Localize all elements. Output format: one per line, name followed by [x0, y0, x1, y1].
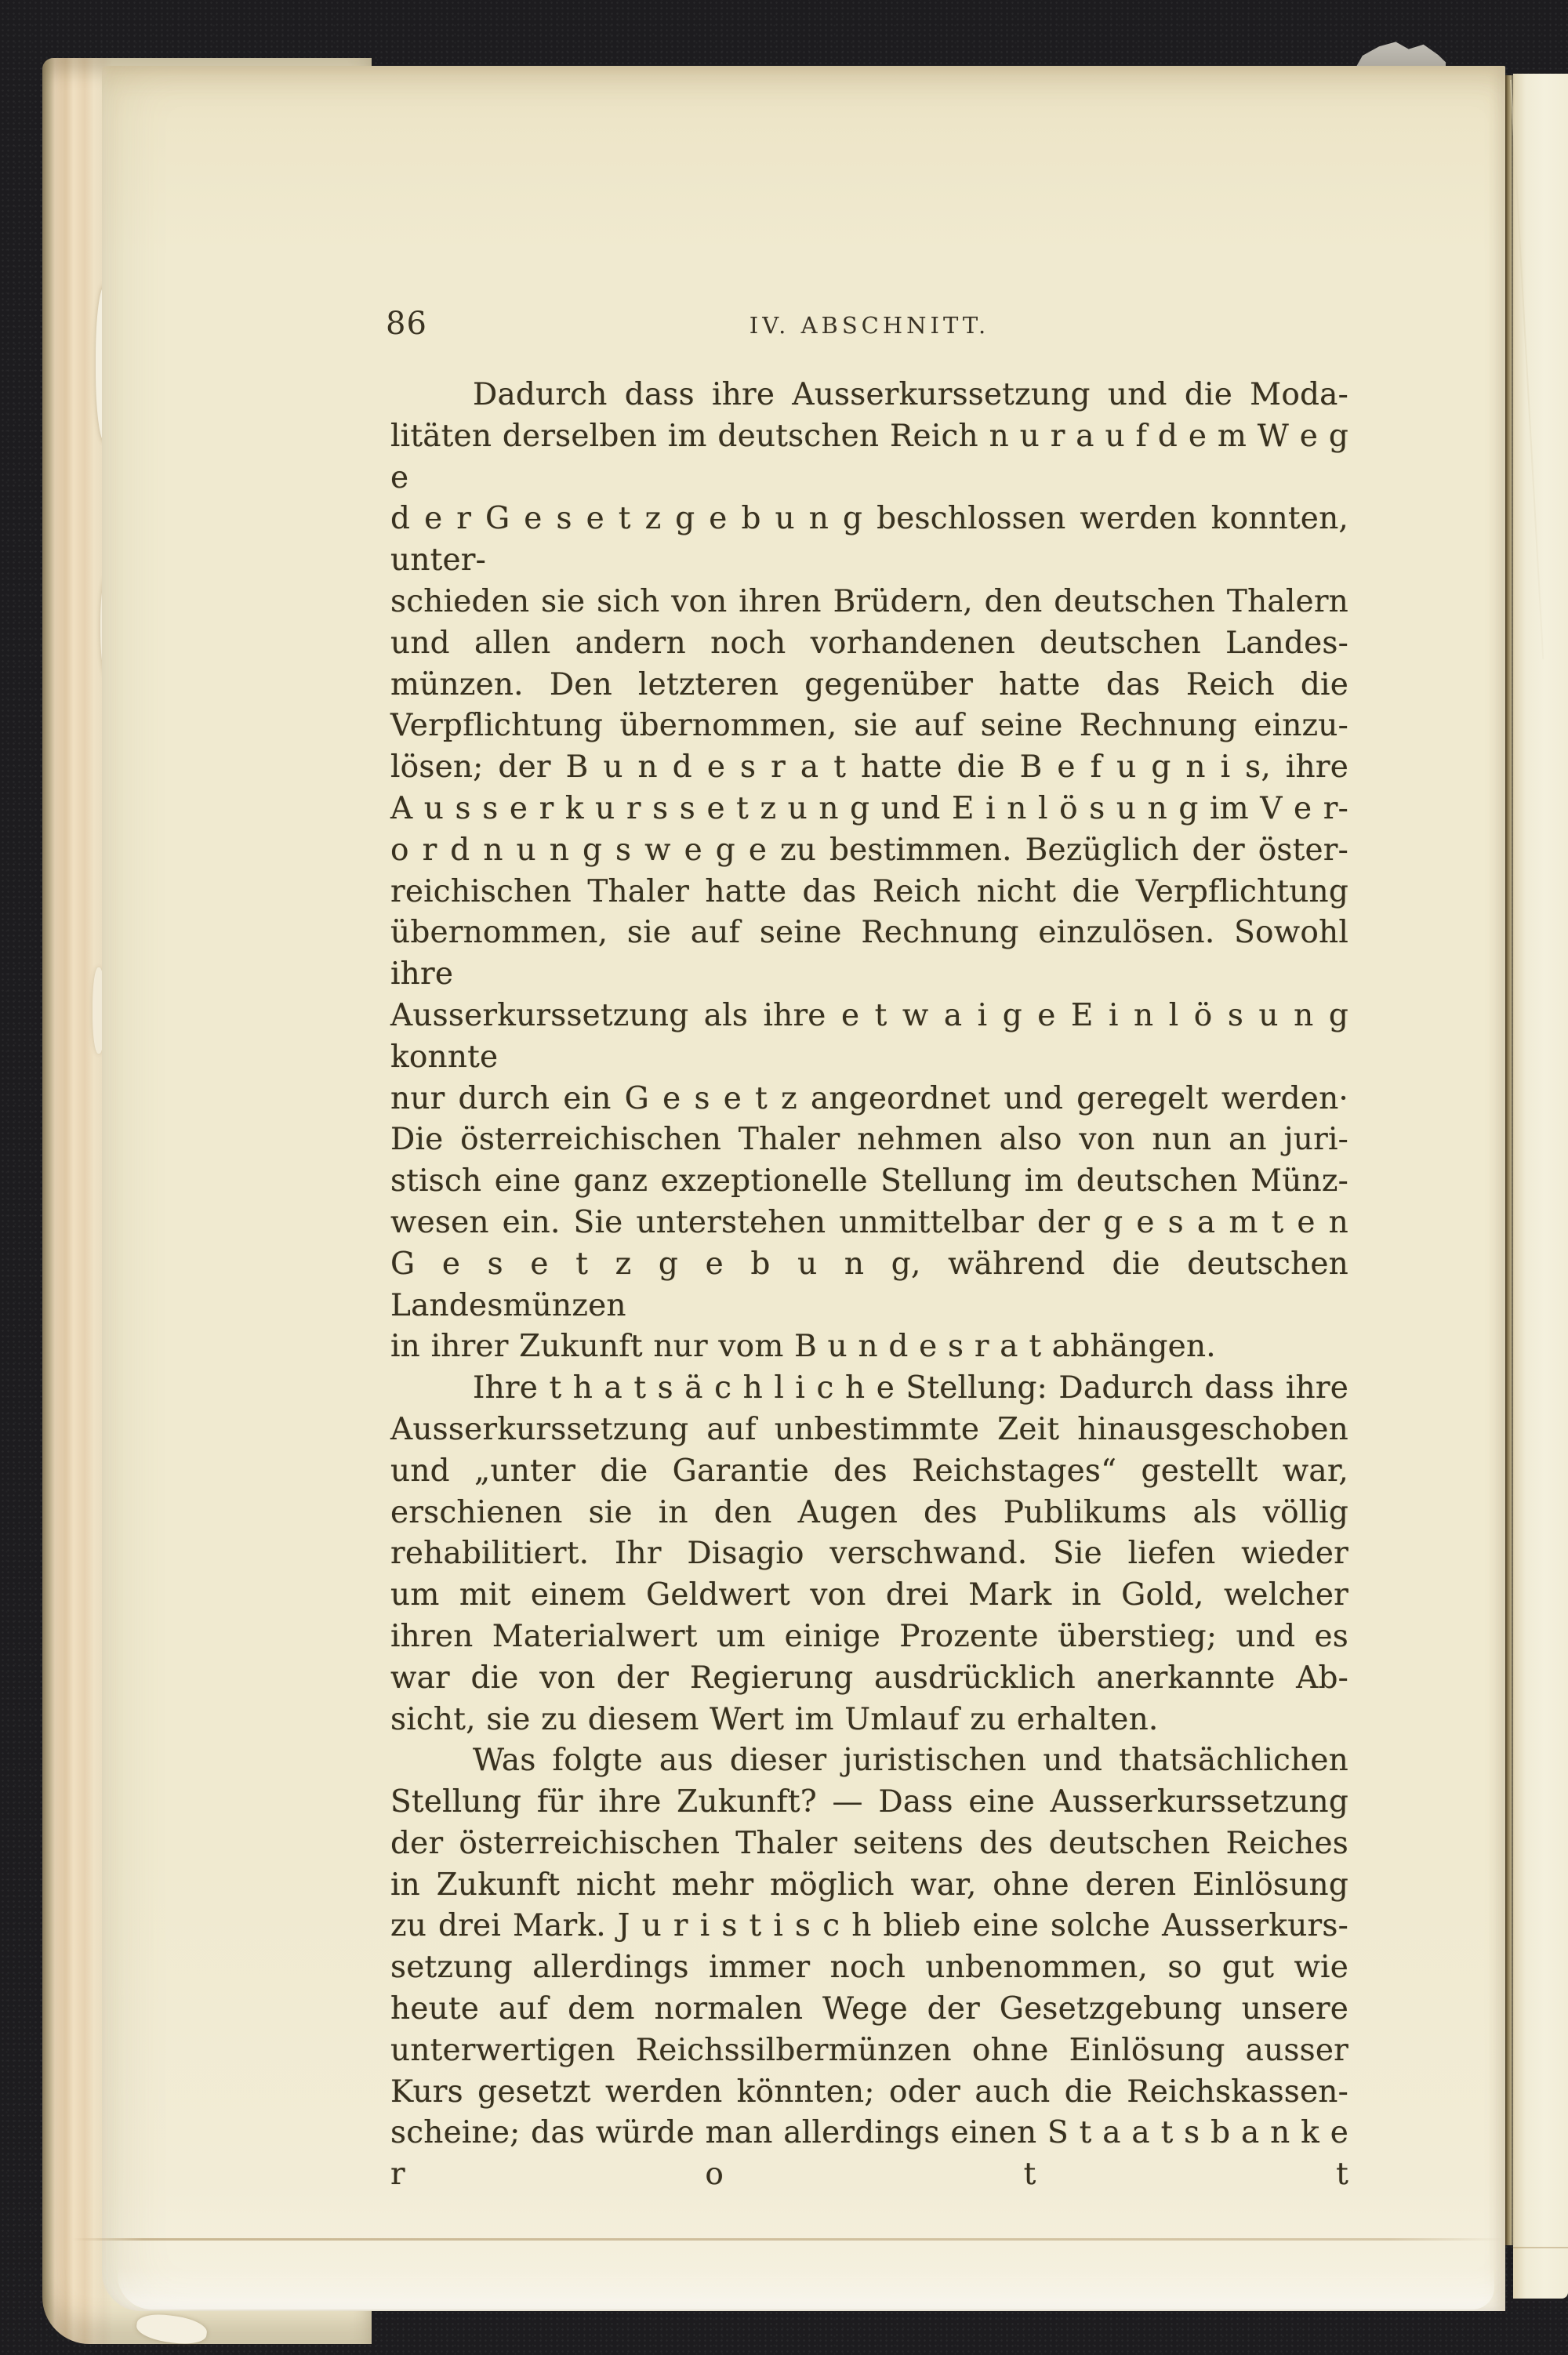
text-line: scheine; das würde man allerdings einen S t a a t s b a n k e r o t t — [390, 2115, 1348, 2193]
text-line: Kurs gesetzt werden könnten; oder auch die Reichskassen- — [390, 2074, 1348, 2110]
bottom-crease — [72, 2238, 1504, 2241]
text-line: Verpflichtung übernommen, sie auf seine Rechnung einzu- — [390, 708, 1348, 744]
text-line: litäten derselben im deutschen Reich n u r a u f d e m W e g e — [390, 418, 1348, 495]
text-line: G e s e t z g e b u n g, während die deutschen Landesmünzen — [390, 1246, 1348, 1323]
text-line: zu drei Mark. J u r i s t i s c h blieb eine solche Ausserkurs- — [390, 1908, 1348, 1944]
text-line: wesen ein. Sie unterstehen unmittelbar der g e s a m t e n — [390, 1204, 1348, 1240]
text-line: Die österreichischen Thaler nehmen also von nun an juri- — [390, 1122, 1348, 1158]
text-line: Ihre t h a t s ä c h l i c h e Stellung: Dadurch dass ihre — [473, 1370, 1348, 1406]
text-line: ihren Materialwert um einige Prozente überstieg; und es — [390, 1618, 1348, 1654]
text-line: Stellung für ihre Zukunft? — Dass eine Ausserkurssetzung — [390, 1784, 1348, 1820]
text-line: war die von der Regierung ausdrücklich anerkannte Ab- — [390, 1660, 1348, 1696]
text-line: Was folgte aus dieser juristischen und thatsächlichen — [473, 1743, 1348, 1779]
running-header: IV. ABSCHNITT. — [749, 312, 990, 339]
book-page — [102, 66, 1505, 2311]
text-line: in ihrer Zukunft nur vom B u n d e s r a t abhängen. — [390, 1329, 1216, 1365]
text-line: und allen andern noch vorhandenen deutschen Landes- — [390, 625, 1348, 661]
text-line: o r d n u n g s w e g e zu bestimmen. Bezüglich der öster- — [390, 832, 1348, 868]
header-row — [386, 304, 1348, 347]
text-line: d e r G e s e t z g e b u n g beschlossen werden konnten, unter- — [390, 501, 1348, 579]
text-line: der österreichischen Thaler seitens des deutschen Reiches — [390, 1825, 1348, 1861]
text-line: übernommen, sie auf seine Rechnung einzulösen. Sowohl ihre — [390, 915, 1348, 992]
text-line: Ausserkurssetzung als ihre e t w a i g e E i n l ö s u n g konnte — [390, 997, 1348, 1075]
page-edge-blob — [135, 2311, 209, 2347]
text-line: sicht, sie zu diesem Wert im Umlauf zu erhalten. — [390, 1701, 1159, 1737]
text-line: unterwertigen Reichssilbermünzen ohne Einlösung ausser — [390, 2032, 1348, 2068]
text-line: erschienen sie in den Augen des Publikums als völlig — [390, 1494, 1348, 1530]
page-bottom-highlight — [118, 2267, 1494, 2310]
text-line: Dadurch dass ihre Ausserkurssetzung und die Moda- — [473, 377, 1348, 412]
text-line: Ausserkurssetzung auf unbestimmte Zeit hinausgeschoben — [390, 1411, 1348, 1447]
text-line: und „unter die Garantie des Reichstages“ gestellt war, — [390, 1453, 1348, 1489]
text-line: reichischen Thaler hatte das Reich nicht die Verpflichtung — [390, 873, 1348, 909]
text-line: setzung allerdings immer noch unbenommen, so gut wie — [390, 1950, 1348, 1986]
text-line: lösen; der B u n d e s r a t hatte die B e f u g n i s, ihre — [390, 749, 1348, 786]
text-line: schieden sie sich von ihren Brüdern, den deutschen Thalern — [390, 583, 1348, 619]
page-number: 86 — [386, 306, 427, 342]
text-line: stisch eine ganz exzeptionelle Stellung im deutschen Münz- — [390, 1163, 1348, 1199]
text-line: um mit einem Geldwert von drei Mark in Gold, welcher — [390, 1577, 1348, 1613]
text-line: heute auf dem normalen Wege der Gesetzgebung unsere — [390, 1991, 1348, 2027]
text-line: nur durch ein G e s e t z angeordnet und geregelt werden· — [390, 1080, 1348, 1116]
facing-page-crease — [1513, 2247, 1568, 2248]
facing-page-edge — [1513, 74, 1568, 2299]
text-line: in Zukunft nicht mehr möglich war, ohne deren Einlösung — [390, 1867, 1348, 1903]
text-line: A u s s e r k u r s s e t z u n g und E i n l ö s u n g im V e r- — [390, 790, 1348, 826]
text-column — [386, 304, 1348, 2196]
text-line: münzen. Den letzteren gegenüber hatte das Reich die — [390, 666, 1348, 702]
body-text — [390, 375, 1348, 2196]
text-line: rehabilitiert. Ihr Disagio verschwand. Sie liefen wieder — [390, 1536, 1348, 1572]
